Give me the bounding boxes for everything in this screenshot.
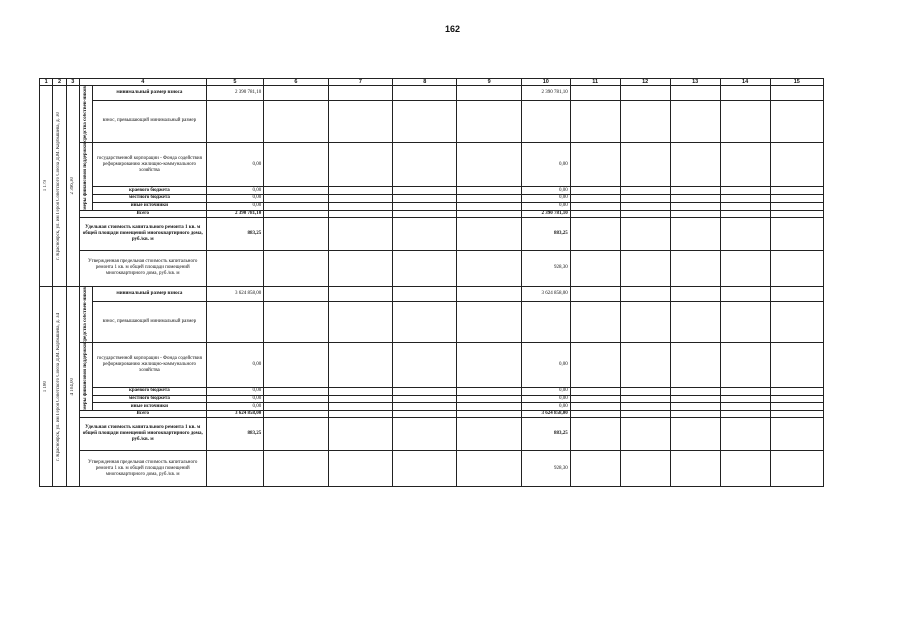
- empty-cell: [670, 451, 720, 487]
- local-col5: 0,00: [206, 395, 264, 403]
- empty-cell: [328, 411, 392, 418]
- empty-cell: [328, 142, 392, 186]
- row-corp: [40, 142, 824, 186]
- empty-cell: [393, 387, 457, 395]
- empty-cell: [328, 387, 392, 395]
- empty-cell: [328, 202, 392, 210]
- owners-funds-label: средства собствен-ников: [83, 286, 89, 343]
- empty-cell: [570, 217, 620, 250]
- column-header: 10: [521, 79, 570, 86]
- record-number: 1 180: [43, 380, 49, 392]
- house-area: 2 396,30: [69, 177, 75, 195]
- local-label: местного бюджета: [93, 195, 206, 203]
- empty-cell: [720, 286, 770, 301]
- empty-cell: [620, 343, 670, 387]
- corp-col10: 0,00: [521, 142, 570, 186]
- unit-cost-col10: 883,25: [521, 217, 570, 250]
- row-unit-cost: [40, 217, 824, 250]
- empty-cell: [328, 250, 392, 286]
- empty-cell: [264, 403, 328, 411]
- empty-cell: [720, 195, 770, 203]
- empty-cell: [393, 403, 457, 411]
- empty-cell: [720, 202, 770, 210]
- empty-cell: [670, 217, 720, 250]
- unit-cost-col5: 883,25: [206, 217, 264, 250]
- empty-cell: [720, 418, 770, 451]
- empty-cell: [620, 101, 670, 143]
- empty-cell: [720, 250, 770, 286]
- min-contribution-col10: 2 390 781,10: [521, 86, 570, 101]
- record-number-cell: [40, 86, 53, 287]
- empty-cell: [264, 387, 328, 395]
- page-number: 162: [444, 24, 461, 34]
- empty-cell: [328, 86, 392, 101]
- total-label: Всего: [79, 411, 206, 418]
- empty-cell: [570, 301, 620, 343]
- empty-cell: [770, 403, 823, 411]
- record-number: 1 179: [43, 180, 49, 192]
- empty-cell: [457, 250, 521, 286]
- empty-cell: [770, 202, 823, 210]
- empty-cell: [393, 101, 457, 143]
- row-regional: [40, 387, 824, 395]
- column-header: 8: [393, 79, 457, 86]
- empty-cell: [457, 301, 521, 343]
- empty-cell: [570, 411, 620, 418]
- empty-cell: [328, 451, 392, 487]
- empty-cell: [770, 187, 823, 195]
- empty-cell: [670, 301, 720, 343]
- empty-cell: [620, 403, 670, 411]
- empty-cell: [393, 142, 457, 186]
- other-label: иные источники: [93, 403, 206, 411]
- empty-cell: [570, 451, 620, 487]
- empty-cell: [206, 250, 264, 286]
- empty-cell: [570, 343, 620, 387]
- empty-cell: [770, 343, 823, 387]
- empty-cell: [264, 217, 328, 250]
- empty-cell: [393, 411, 457, 418]
- empty-cell: [720, 343, 770, 387]
- empty-cell: [328, 395, 392, 403]
- regional-col5: 0,00: [206, 387, 264, 395]
- row-local: [40, 395, 824, 403]
- empty-cell: [264, 210, 328, 217]
- empty-cell: [264, 301, 328, 343]
- min-contribution-col5: 3 624 858,00: [206, 286, 264, 301]
- empty-cell: [770, 250, 823, 286]
- empty-cell: [457, 403, 521, 411]
- empty-cell: [570, 195, 620, 203]
- empty-cell: [328, 210, 392, 217]
- row-over: [40, 301, 824, 343]
- column-header: 6: [264, 79, 328, 86]
- empty-cell: [328, 286, 392, 301]
- unit-cost-label: Удельная стоимость капитального ремонта 1 кв. м общей площади помещений многоквартирного дома, руб./кв. м: [79, 418, 206, 451]
- support-label: меры финансовой поддержки: [83, 142, 89, 210]
- other-col10: 0,00: [521, 403, 570, 411]
- empty-cell: [670, 343, 720, 387]
- limit-cost-label: Утвержденная предельная стоимость капитального ремонта 1 кв. м общей площади помещений многоквартирного дома, руб./кв. м: [79, 451, 206, 487]
- total-col5: 3 624 858,00: [206, 411, 264, 418]
- regional-label: краевого бюджета: [93, 187, 206, 195]
- house-address: г. Красноярск, ул. им Героя Советского Союза Д.М. Карбышева, д. 30: [56, 111, 62, 260]
- empty-cell: [620, 395, 670, 403]
- empty-cell: [457, 451, 521, 487]
- empty-cell: [670, 403, 720, 411]
- empty-cell: [393, 343, 457, 387]
- empty-cell: [620, 250, 670, 286]
- area-cell: [66, 86, 79, 287]
- empty-cell: [393, 395, 457, 403]
- local-label: местного бюджета: [93, 395, 206, 403]
- over-contribution-label: взнос, превышающий минимальный размер: [93, 101, 206, 143]
- owners-funds-label: средства собствен-ников: [83, 86, 89, 142]
- empty-cell: [328, 217, 392, 250]
- capital-repair-table: [39, 78, 824, 487]
- empty-cell: [670, 250, 720, 286]
- column-header: 9: [457, 79, 521, 86]
- empty-cell: [720, 210, 770, 217]
- empty-cell: [670, 195, 720, 203]
- row-regional: [40, 187, 824, 195]
- column-header: 13: [670, 79, 720, 86]
- column-header: 1: [40, 79, 53, 86]
- local-col10: 0,00: [521, 195, 570, 203]
- empty-cell: [770, 101, 823, 143]
- empty-cell: [521, 301, 570, 343]
- empty-cell: [770, 301, 823, 343]
- empty-cell: [393, 451, 457, 487]
- empty-cell: [570, 418, 620, 451]
- row-total: [40, 411, 824, 418]
- empty-cell: [620, 142, 670, 186]
- row-limit-cost: [40, 250, 824, 286]
- column-header: 12: [620, 79, 670, 86]
- empty-cell: [770, 142, 823, 186]
- empty-cell: [328, 101, 392, 143]
- empty-cell: [264, 418, 328, 451]
- empty-cell: [670, 210, 720, 217]
- empty-cell: [720, 451, 770, 487]
- empty-cell: [457, 195, 521, 203]
- empty-cell: [770, 217, 823, 250]
- owners-funds-cell: [79, 286, 92, 343]
- empty-cell: [328, 195, 392, 203]
- empty-cell: [264, 395, 328, 403]
- empty-cell: [570, 86, 620, 101]
- empty-cell: [620, 301, 670, 343]
- empty-cell: [457, 86, 521, 101]
- empty-cell: [720, 403, 770, 411]
- empty-cell: [570, 101, 620, 143]
- empty-cell: [570, 210, 620, 217]
- row-other: [40, 202, 824, 210]
- local-col10: 0,00: [521, 395, 570, 403]
- empty-cell: [264, 142, 328, 186]
- empty-cell: [670, 395, 720, 403]
- empty-cell: [720, 395, 770, 403]
- column-header: 3: [66, 79, 79, 86]
- limit-cost-col10: 928,30: [521, 451, 570, 487]
- address-cell: [53, 286, 66, 487]
- empty-cell: [620, 86, 670, 101]
- empty-cell: [670, 142, 720, 186]
- unit-cost-label: Удельная стоимость капитального ремонта 1 кв. м общей площади помещений многоквартирного дома, руб./кв. м: [79, 217, 206, 250]
- empty-cell: [393, 250, 457, 286]
- row-local: [40, 195, 824, 203]
- empty-cell: [770, 387, 823, 395]
- empty-cell: [570, 187, 620, 195]
- corp-col5: 0,00: [206, 343, 264, 387]
- empty-cell: [720, 187, 770, 195]
- empty-cell: [620, 210, 670, 217]
- empty-cell: [393, 217, 457, 250]
- empty-cell: [570, 286, 620, 301]
- empty-cell: [457, 187, 521, 195]
- empty-cell: [770, 86, 823, 101]
- column-header-row: [40, 79, 824, 86]
- total-col10: 2 390 781,10: [521, 210, 570, 217]
- column-header: 15: [770, 79, 823, 86]
- empty-cell: [264, 451, 328, 487]
- empty-cell: [620, 195, 670, 203]
- empty-cell: [770, 411, 823, 418]
- total-label: Всего: [79, 210, 206, 217]
- empty-cell: [620, 187, 670, 195]
- empty-cell: [570, 387, 620, 395]
- empty-cell: [457, 411, 521, 418]
- empty-cell: [770, 195, 823, 203]
- column-header: 4: [79, 79, 206, 86]
- empty-cell: [457, 202, 521, 210]
- other-col10: 0,00: [521, 202, 570, 210]
- empty-cell: [393, 286, 457, 301]
- support-label: меры финансовой поддержки: [83, 343, 89, 411]
- empty-cell: [328, 301, 392, 343]
- empty-cell: [393, 195, 457, 203]
- empty-cell: [620, 217, 670, 250]
- corp-col10: 0,00: [521, 343, 570, 387]
- empty-cell: [264, 202, 328, 210]
- empty-cell: [770, 286, 823, 301]
- record-number-cell: [40, 286, 53, 487]
- empty-cell: [670, 418, 720, 451]
- owners-funds-cell: [79, 86, 92, 143]
- address-cell: [53, 86, 66, 287]
- support-cell: [79, 343, 92, 411]
- min-contribution-label: минимальный размер взноса: [93, 86, 206, 101]
- empty-cell: [770, 395, 823, 403]
- corp-label: государственной корпорации - Фонда содействия реформированию жилищно-коммунального хозяйства: [93, 343, 206, 387]
- min-contribution-col10: 3 624 858,00: [521, 286, 570, 301]
- empty-cell: [570, 142, 620, 186]
- other-col5: 0,00: [206, 202, 264, 210]
- column-header: 5: [206, 79, 264, 86]
- row-corp: [40, 343, 824, 387]
- empty-cell: [720, 86, 770, 101]
- limit-cost-col10: 928,30: [521, 250, 570, 286]
- support-cell: [79, 142, 92, 210]
- unit-cost-col10: 883,25: [521, 418, 570, 451]
- row-min: [40, 86, 824, 101]
- regional-col10: 0,00: [521, 187, 570, 195]
- empty-cell: [670, 202, 720, 210]
- empty-cell: [264, 411, 328, 418]
- empty-cell: [264, 195, 328, 203]
- regional-col10: 0,00: [521, 387, 570, 395]
- empty-cell: [670, 387, 720, 395]
- corp-col5: 0,00: [206, 142, 264, 186]
- empty-cell: [670, 101, 720, 143]
- total-col10: 3 624 858,00: [521, 411, 570, 418]
- row-min: [40, 286, 824, 301]
- empty-cell: [570, 395, 620, 403]
- empty-cell: [457, 210, 521, 217]
- over-contribution-label: взнос, превышающий минимальный размер: [93, 301, 206, 343]
- empty-cell: [457, 142, 521, 186]
- empty-cell: [570, 403, 620, 411]
- empty-cell: [457, 343, 521, 387]
- empty-cell: [670, 86, 720, 101]
- total-col5: 2 390 781,10: [206, 210, 264, 217]
- unit-cost-col5: 883,25: [206, 418, 264, 451]
- empty-cell: [393, 210, 457, 217]
- column-header: 7: [328, 79, 392, 86]
- house-address: г. Красноярск, ул. им Героя Советского Союза Д.М. Карбышева, д. 34: [56, 312, 62, 461]
- empty-cell: [264, 343, 328, 387]
- corp-label: государственной корпорации - Фонда содействия реформированию жилищно-коммунального хозяйства: [93, 142, 206, 186]
- empty-cell: [264, 250, 328, 286]
- empty-cell: [770, 451, 823, 487]
- empty-cell: [328, 418, 392, 451]
- row-limit-cost: [40, 451, 824, 487]
- row-other: [40, 403, 824, 411]
- empty-cell: [206, 101, 264, 143]
- empty-cell: [206, 301, 264, 343]
- empty-cell: [457, 387, 521, 395]
- local-col5: 0,00: [206, 195, 264, 203]
- min-contribution-col5: 2 390 781,10: [206, 86, 264, 101]
- empty-cell: [670, 286, 720, 301]
- empty-cell: [720, 142, 770, 186]
- regional-col5: 0,00: [206, 187, 264, 195]
- empty-cell: [620, 202, 670, 210]
- empty-cell: [720, 217, 770, 250]
- empty-cell: [393, 301, 457, 343]
- empty-cell: [206, 451, 264, 487]
- empty-cell: [393, 187, 457, 195]
- empty-cell: [570, 250, 620, 286]
- empty-cell: [328, 187, 392, 195]
- column-header: 14: [720, 79, 770, 86]
- empty-cell: [264, 286, 328, 301]
- empty-cell: [620, 387, 670, 395]
- empty-cell: [620, 286, 670, 301]
- empty-cell: [457, 395, 521, 403]
- empty-cell: [457, 217, 521, 250]
- empty-cell: [620, 451, 670, 487]
- empty-cell: [457, 418, 521, 451]
- other-label: иные источники: [93, 202, 206, 210]
- empty-cell: [770, 418, 823, 451]
- empty-cell: [457, 286, 521, 301]
- empty-cell: [670, 187, 720, 195]
- empty-cell: [720, 411, 770, 418]
- regional-label: краевого бюджета: [93, 387, 206, 395]
- empty-cell: [457, 101, 521, 143]
- empty-cell: [670, 411, 720, 418]
- empty-cell: [770, 210, 823, 217]
- row-unit-cost: [40, 418, 824, 451]
- row-over: [40, 101, 824, 143]
- limit-cost-label: Утвержденная предельная стоимость капитального ремонта 1 кв. м общей площади помещений многоквартирного дома, руб./кв. м: [79, 250, 206, 286]
- area-cell: [66, 286, 79, 487]
- empty-cell: [570, 202, 620, 210]
- row-total: [40, 210, 824, 217]
- empty-cell: [264, 101, 328, 143]
- empty-cell: [328, 343, 392, 387]
- empty-cell: [620, 411, 670, 418]
- empty-cell: [264, 86, 328, 101]
- empty-cell: [393, 202, 457, 210]
- empty-cell: [264, 187, 328, 195]
- house-area: 4 104,00: [69, 377, 75, 396]
- empty-cell: [720, 101, 770, 143]
- min-contribution-label: минимальный размер взноса: [93, 286, 206, 301]
- empty-cell: [521, 101, 570, 143]
- empty-cell: [720, 301, 770, 343]
- empty-cell: [328, 403, 392, 411]
- column-header: 2: [53, 79, 66, 86]
- column-header: 11: [570, 79, 620, 86]
- empty-cell: [620, 418, 670, 451]
- empty-cell: [393, 418, 457, 451]
- empty-cell: [393, 86, 457, 101]
- other-col5: 0,00: [206, 403, 264, 411]
- empty-cell: [720, 387, 770, 395]
